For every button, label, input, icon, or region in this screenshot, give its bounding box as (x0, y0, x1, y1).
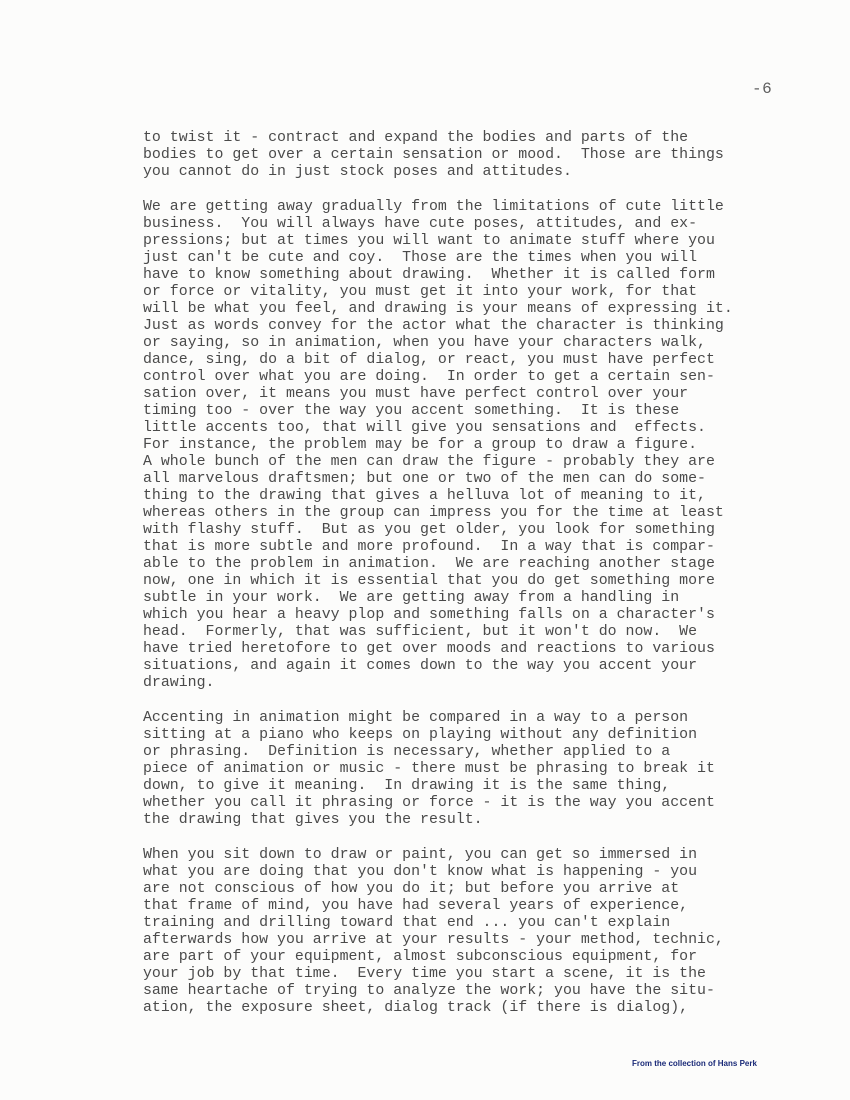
text-line: now, one in which it is essential that you do get something more (143, 573, 715, 589)
text-line: control over what you are doing. In order to get a certain sen- (143, 369, 715, 385)
text-line: all marvelous draftsmen; but one or two of the men can do some- (143, 471, 706, 487)
text-line: For instance, the problem may be for a group to draw a figure. (143, 437, 698, 453)
text-line: sation over, it means you must have perfect control over your (143, 386, 689, 402)
text-line: A whole bunch of the men can draw the figure - probably they are (143, 454, 715, 470)
text-line: the drawing that gives you the result. (143, 812, 483, 828)
text-line: drawing. (143, 675, 215, 691)
text-line: with flashy stuff. But as you get older, you look for something (143, 522, 715, 538)
text-line: ation, the exposure sheet, dialog track (if there is dialog), (143, 1000, 689, 1016)
text-line: down, to give it meaning. In drawing it is the same thing, (143, 778, 671, 794)
text-line: you cannot do in just stock poses and attitudes. (143, 164, 572, 180)
text-line: have to know something about drawing. Whether it is called form (143, 267, 715, 283)
text-line: are part of your equipment, almost subconscious equipment, for (143, 949, 698, 965)
text-line: have tried heretofore to get over moods and reactions to various (143, 641, 715, 657)
text-line: business. You will always have cute poses, attitudes, and ex- (143, 216, 698, 232)
text-line: whether you call it phrasing or force - it is the way you accent (143, 795, 715, 811)
text-line: Accenting in animation might be compared in a way to a person (143, 710, 689, 726)
text-line: When you sit down to draw or paint, you can get so immersed in (143, 847, 698, 863)
text-line: timing too - over the way you accent something. It is these (143, 403, 680, 419)
text-line: subtle in your work. We are getting away from a handling in (143, 590, 680, 606)
text-line: that is more subtle and more profound. In a way that is compar- (143, 539, 715, 555)
text-line: or force or vitality, you must get it into your work, for that (143, 284, 698, 300)
text-line: piece of animation or music - there must be phrasing to break it (143, 761, 715, 777)
text-line: sitting at a piano who keeps on playing without any definition (143, 727, 698, 743)
text-line: Just as words convey for the actor what the character is thinking (143, 318, 724, 334)
text-line: thing to the drawing that gives a helluva lot of meaning to it, (143, 488, 706, 504)
text-line: are not conscious of how you do it; but before you arrive at (143, 881, 680, 897)
text-line: your job by that time. Every time you start a scene, it is the (143, 966, 706, 982)
text-line: or saying, so in animation, when you have your characters walk, (143, 335, 706, 351)
text-line: which you hear a heavy plop and something falls on a character's (143, 607, 715, 623)
text-line: that frame of mind, you have had several years of experience, (143, 898, 689, 914)
text-line: able to the problem in animation. We are reaching another stage (143, 556, 715, 572)
text-line: same heartache of trying to analyze the work; you have the situ- (143, 983, 715, 999)
body-text (143, 130, 843, 1035)
paragraph (143, 130, 843, 181)
text-line: will be what you feel, and drawing is your means of expressing it. (143, 301, 733, 317)
collection-attribution: From the collection of Hans Perk (632, 1059, 757, 1068)
text-line: dance, sing, do a bit of dialog, or react, you must have perfect (143, 352, 715, 368)
text-line: training and drilling toward that end ... you can't explain (143, 915, 671, 931)
text-line: afterwards how you arrive at your results - your method, technic, (143, 932, 724, 948)
text-line: to twist it - contract and expand the bodies and parts of the (143, 130, 689, 146)
text-line: or phrasing. Definition is necessary, whether applied to a (143, 744, 671, 760)
text-line: situations, and again it comes down to the way you accent your (143, 658, 698, 674)
text-line: pressions; but at times you will want to animate stuff where you (143, 233, 715, 249)
text-line: little accents too, that will give you sensations and effects. (143, 420, 706, 436)
text-line: what you are doing that you don't know what is happening - you (143, 864, 698, 880)
paragraph (143, 847, 843, 1017)
text-line: We are getting away gradually from the limitations of cute little (143, 199, 724, 215)
text-line: bodies to get over a certain sensation or mood. Those are things (143, 147, 724, 163)
page-number: -6 (752, 80, 773, 98)
paragraph (143, 199, 843, 692)
text-line: whereas others in the group can impress you for the time at least (143, 505, 724, 521)
text-line: just can't be cute and coy. Those are the times when you will (143, 250, 698, 266)
text-line: head. Formerly, that was sufficient, but it won't do now. We (143, 624, 698, 640)
paragraph (143, 710, 843, 829)
